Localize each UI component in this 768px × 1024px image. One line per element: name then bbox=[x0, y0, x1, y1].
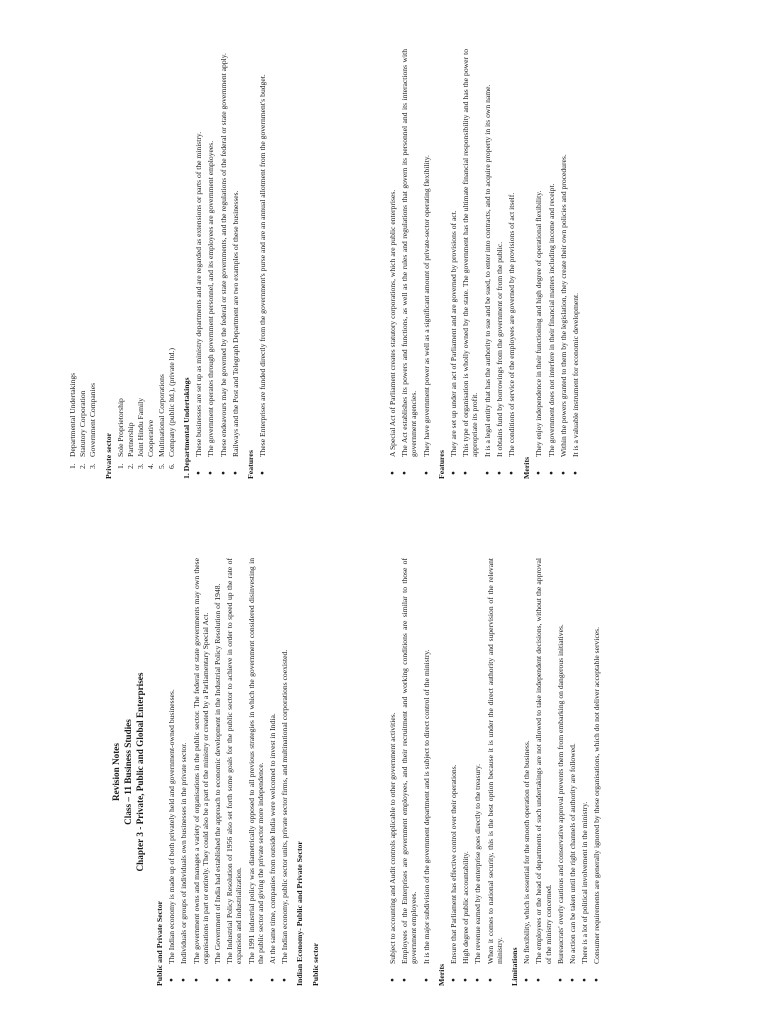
list-item: ● Bureaucrats' overly cautious and conservative approval prevents them from embarking on dangerous initiatives. bbox=[556, 558, 565, 986]
list-item: ● At the same time, companies from outside India were welcomed to invest in India. bbox=[268, 558, 277, 986]
section-heading: Limitations bbox=[510, 947, 520, 986]
numbered-list bbox=[116, 49, 176, 479]
list-item: ● Subject to accounting and Audit controls applicable to other government activities. bbox=[388, 558, 397, 986]
list-item: ● Employees of the Enterprises are government employees, and their recruitment and working conditions are similar to those of government employees. bbox=[400, 558, 418, 986]
list-item: ● Individuals or groups of individuals own businesses in the private sector. bbox=[179, 558, 188, 986]
bullet-list bbox=[388, 558, 431, 986]
doc-title: Revision Notes bbox=[111, 743, 121, 801]
list-item: ● The Indian economy is made up of both privately held and government-owned businesses. bbox=[167, 558, 176, 986]
section-heading: Merits bbox=[522, 456, 532, 479]
section-heading: Public and Private Sector bbox=[155, 900, 164, 986]
list-item: ● They are set up under an act of Parliament and are governed by provisions of act. bbox=[449, 49, 458, 479]
list-item: ● The government operates through government personnel, and its employees are government employees. bbox=[206, 49, 215, 479]
list-item: 6.Company (public ltd.), (private ltd.) bbox=[166, 347, 176, 469]
list-item: ● It is a valuable instrument for economic development. bbox=[571, 49, 580, 479]
list-item: ● There is a lot of political involvement in the ministry. bbox=[580, 558, 589, 986]
list-item: 5.Multinational Corporations bbox=[156, 374, 166, 469]
list-item: ● The Indian economy, public sector units, private sector firms, and multinational corporations coexisted. bbox=[280, 558, 289, 986]
list-item: ● It is the major subdivision of the government department and is subject to direct control of the ministry. bbox=[422, 558, 431, 986]
bullet-list bbox=[194, 49, 240, 479]
list-item: ● The employees or the head of departments of such undertakings are not allowed to take independent decisions, without the approval of the ministry concerned. bbox=[534, 558, 552, 986]
list-item: ● These Enterprises are funded directly from the government's purse and are an annual allotment from the government's budget. bbox=[258, 49, 267, 479]
list-item: ● Consumer requirements are generally ignored by these organisations, which do not deliver acceptable services. bbox=[592, 558, 601, 986]
list-item: ● They enjoy independence in their functioning and high degree of operational flexibility. bbox=[534, 49, 543, 479]
list-item: ● The Government of India had established the approach to economic development in the Industrial Policy Resolution of 1948. bbox=[213, 558, 222, 986]
section-heading: Features bbox=[246, 450, 256, 479]
list-item: ● These businesses are set up as ministry departments and are regarded as extensions or parts of the ministry. bbox=[194, 49, 203, 479]
list-item: ● These endeavours may be governed by the federal or state governments, and the regulations of the federal or state government apply. bbox=[219, 49, 228, 479]
list-item: ● The conditions of service of the employees are governed by the provisions of act itself. bbox=[507, 49, 516, 479]
bullet-list bbox=[388, 49, 431, 479]
doc-chapter: Chapter 3 - Private, Public and Global Enterprises bbox=[135, 672, 145, 872]
list-item: 3.Government Companies bbox=[88, 382, 98, 469]
list-item: ● The Act establishes its powers and functions, as well as the rules and regulations that govern its personnel and its interactions with government agencies. bbox=[400, 49, 418, 479]
list-item: ● Ensure that Parliament has effective control over their operations. bbox=[449, 558, 458, 986]
section-heading: 1. Departmental Undertakings bbox=[182, 377, 192, 479]
list-item: ● It obtains fund by borrowings from the government or from the public. bbox=[495, 49, 504, 479]
list-item: ● No action can be taken until the right channels of authority are followed. bbox=[568, 558, 577, 986]
list-item: ● Within the powers granted to them by the legislation, they create their own policies and procedures. bbox=[559, 49, 568, 479]
list-item: ● It is a legal entity that has the authority to sue and be sued, to enter into contracts, and to acquire property in its own name. bbox=[483, 49, 492, 479]
section-heading: Private sector bbox=[103, 432, 113, 479]
bullet-list bbox=[167, 558, 289, 986]
list-item: ● This type of organisation is wholly owned by the state. The government has the ultimate financial responsibility and has the power to appropriate its profit. bbox=[461, 49, 479, 479]
column-1 bbox=[110, 558, 323, 986]
list-item: 4.Cooperative bbox=[146, 419, 156, 469]
list-item: 3.Joint Hindu Family bbox=[136, 397, 146, 469]
bullet-list bbox=[449, 558, 504, 986]
list-item: ● The revenue earned by the enterprise goes directly to the treasury. bbox=[473, 558, 482, 986]
list-item: ● The Industrial Policy Resolution of 1956 also set forth some goals for the public sector to achieve in order to speed up the rate of expansion and industrialization. bbox=[225, 558, 243, 986]
list-item: ● The 1991 industrial policy was diametrically opposed to all previous strategies in which the government considered disinvesting in the public sector and giving the private sector more independence. bbox=[247, 558, 265, 986]
list-item: 2.Statutory Corporation bbox=[78, 390, 88, 469]
section-subheading: Public sector bbox=[310, 942, 320, 986]
numbered-list bbox=[68, 49, 98, 479]
section-heading: Features bbox=[436, 450, 446, 479]
list-item: ● The government does not interfere in their financial matters including income and receipt. bbox=[547, 49, 556, 479]
list-item: ● The government owns and manages a variety of organisations in the public sector. The federal or state governments may own these organisations in part or entirely. They could also be a part of the ministry or created by a Parliamentary Special Act. bbox=[192, 558, 210, 986]
list-item: 1.Sole Proprietorship bbox=[115, 398, 125, 469]
list-item: ● High degree of public accountability. bbox=[461, 558, 470, 986]
bullet-list bbox=[258, 49, 267, 479]
bullet-list bbox=[534, 49, 580, 479]
doc-class: Class – 11 Business Studies bbox=[123, 719, 133, 825]
list-item: ● They have government power as well as a significant amount of private-sector operating flexibility. bbox=[422, 49, 431, 479]
list-item: ● A Special Act of Parliament creates statutory corporations, which are public enterprises. bbox=[388, 49, 397, 479]
list-item: ● When it comes to national security, this is the best option because it is under the direct authority and supervision of the relevant ministry. bbox=[486, 558, 504, 986]
list-item: 1.Departmental Undertakings bbox=[68, 372, 77, 469]
section-heading: Indian Economy- Public and Private Sector bbox=[295, 841, 305, 986]
list-item: ● Railways and the Post and Telegraph Department are two examples of these businesses. bbox=[231, 49, 240, 479]
bullet-list bbox=[522, 558, 601, 986]
column-2 bbox=[68, 49, 270, 479]
list-item: 2.Partnership bbox=[126, 422, 136, 469]
bullet-list bbox=[449, 49, 516, 479]
list-item: ● No flexibility, which is essential for the smooth operation of the business. bbox=[522, 558, 531, 986]
section-heading: Merits bbox=[436, 963, 446, 986]
column-4 bbox=[388, 49, 583, 479]
column-3 bbox=[388, 558, 605, 986]
